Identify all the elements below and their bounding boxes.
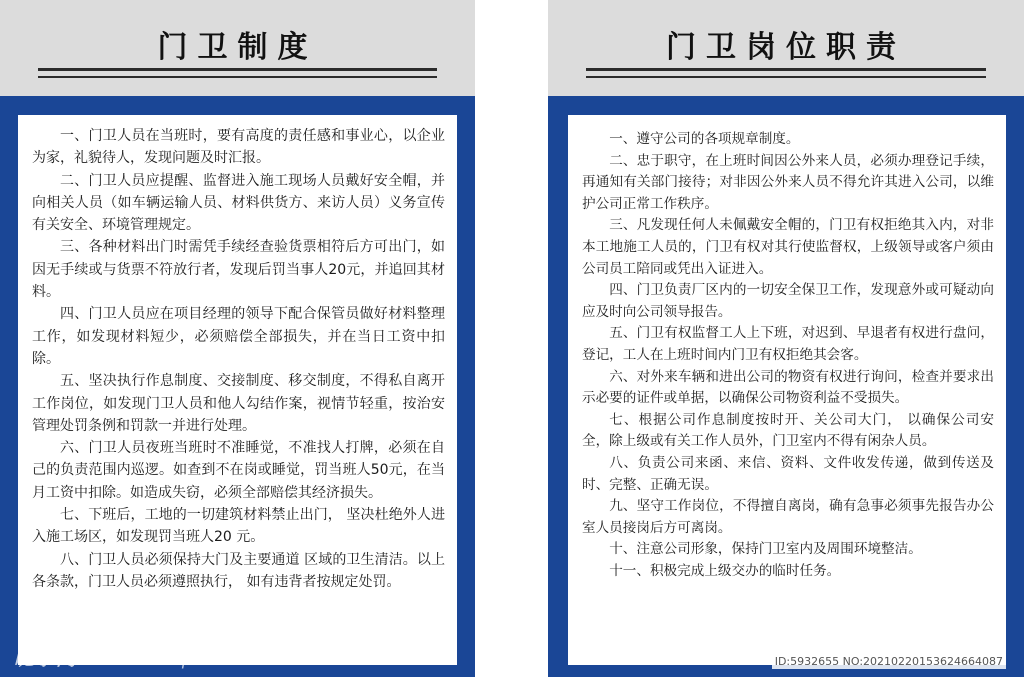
rule-paragraph: 三、各种材料出门时需凭手续经查验货票相符后方可出门，如因无手续或与货票不符放行者，发现后罚当事人20元，并追回其材料。 <box>32 239 445 301</box>
duty-paragraph: 二、忠于职守，在上班时间因公外来人员，必须办理登记手续，再通知有关部门接待；对非因公外来人员不得允许其进入公司，以维护公司正常工作秩序。 <box>582 152 994 212</box>
duties-text <box>582 129 994 582</box>
rule-paragraph: 五、坚决执行作息制度、交接制度、移交制度，不得私自离开工作岗位，如发现门卫人员和他人勾结作案，视情节轻重，按治安管理处罚条例和罚款一并进行处理。 <box>32 373 445 434</box>
watermark-id: ID:5932655 NO:20210220153624664087 <box>772 654 1006 669</box>
title-underline <box>586 68 986 71</box>
board-content <box>568 115 1006 665</box>
rule-paragraph: 八、门卫人员必须保持大门及主要通道 区域的卫生清洁。以上各条款，门卫人员必须遵照执行， 如有违背者按规定处罚。 <box>32 551 445 590</box>
rule-paragraph: 二、门卫人员应提醒、监督进入施工现场人员戴好安全帽，并向相关人员（如车辆运输人员、材料供货方、来访人员）义务宣传有关安全、环境管理规定。 <box>32 172 445 234</box>
board-content <box>18 115 457 665</box>
duty-paragraph: 十一、积极完成上级交办的临时任务。 <box>609 562 841 579</box>
duty-paragraph: 七、根据公司作息制度按时开、关公司大门， 以确保公司安全，除上级或有关工作人员外，门卫室内不得有闲杂人员。 <box>582 411 994 450</box>
board-title: 门卫岗位职责 <box>666 30 906 65</box>
title-underline-thin <box>586 76 986 78</box>
title-underline <box>38 68 437 71</box>
board-title: 门卫制度 <box>157 30 318 65</box>
board-header <box>548 0 1024 96</box>
duty-paragraph: 八、负责公司来函、来信、资料、文件收发传递，做到传送及时、完整、正确无误。 <box>582 454 994 493</box>
rule-paragraph: 一、门卫人员在当班时，要有高度的责任感和事业心，以企业为家，礼貌待人，发现问题及时汇报。 <box>32 128 445 167</box>
duty-paragraph: 三、凡发现任何人未佩戴安全帽的，门卫有权拒绝其入内，对非本工地施工人员的，门卫有权对其行使监督权，上级领导或客户须由公司员工陪同或凭出入证进入。 <box>582 217 994 277</box>
duty-paragraph: 十、注意公司形象，保持门卫室内及周围环境整洁。 <box>609 541 922 558</box>
rules-text <box>32 125 445 593</box>
duty-paragraph: 五、门卫有权监督工人上下班，对迟到、早退者有权进行盘问，登记，工人在上班时间内门卫有权拒绝其会客。 <box>582 325 994 363</box>
rule-paragraph: 四、门卫人员应在项目经理的领导下配合保管员做好材料整理工作，如发现材料短少，必须赔偿全部损失，并在当日工资中扣除。 <box>32 306 445 367</box>
rule-paragraph: 七、下班后，工地的一切建筑材料禁止出门， 坚决杜绝外人进入施工场区，如发现罚当班人20 元。 <box>32 507 445 546</box>
gate-duties-board <box>548 0 1024 677</box>
panel-gap <box>475 0 548 677</box>
title-underline-thin <box>38 76 437 78</box>
rule-paragraph: 六、门卫人员夜班当班时不准睡觉，不准找人打牌，必须在自己的负责范围内巡逻。如查到不在岗或睡觉，罚当班人50元，在当月工资中扣除。如造成失窃，必须全部赔偿其经济损失。 <box>32 440 445 501</box>
watermark-logo: 昵享网 <box>14 646 77 670</box>
duty-paragraph: 一、遵守公司的各项规章制度。 <box>609 131 800 147</box>
watermark-url: www.nipic.cn <box>124 650 230 669</box>
duty-paragraph: 九、坚守工作岗位，不得擅自离岗，确有急事必须事先报告办公室人员接岗后方可离岗。 <box>582 498 994 536</box>
gate-rules-board <box>0 0 475 677</box>
duty-paragraph: 四、门卫负责厂区内的一切安全保卫工作，发现意外或可疑动向应及时向公司领导报告。 <box>582 282 994 320</box>
board-header <box>0 0 475 96</box>
duty-paragraph: 六、对外来车辆和进出公司的物资有权进行询问，检查并要求出示必要的证件或单据，以确保公司物资利益不受损失。 <box>582 368 994 407</box>
